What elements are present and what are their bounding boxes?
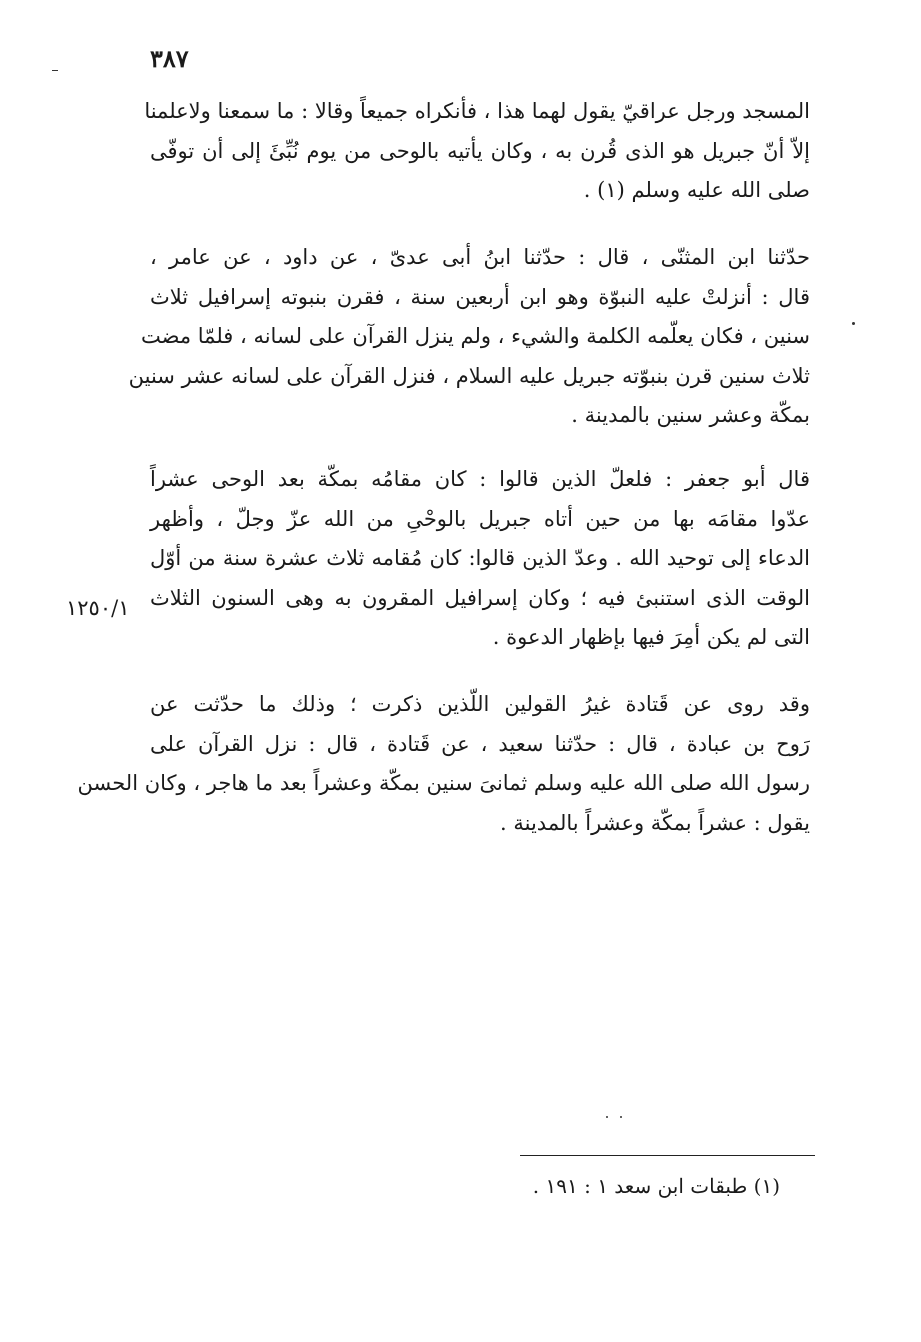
text-line: الوقت الذى استنبئ فيه ؛ وكان إسرافيل المقرون به وهى السنون الثلاث xyxy=(150,585,810,610)
text-line: إلاّ أنّ جبريل هو الذى قُرن به ، وكان يأتيه بالوحى من يوم نُبِّئَ إلى أن توفّى xyxy=(150,138,810,163)
text-line: قال أبو جعفر : فلعلّ الذين قالوا : كان مقامُه بمكّة بعد الوحى عشراً xyxy=(150,467,810,491)
paragraph-3 xyxy=(150,460,810,658)
text-line: الدعاء إلى توحيد الله . وعدّ الذين قالوا: كان مُقامه ثلاث عشرة سنة من أوّل xyxy=(150,546,810,570)
text-line: قال : أنزلتْ عليه النبوّة وهو ابن أربعين سنة ، فقرن بنبوته إسرافيل ثلاث xyxy=(150,284,810,309)
footnote: (١) طبقات ابن سعد ١ : ١٩١ . xyxy=(532,1174,780,1198)
text-line: وقد روى عن قَتادة غيرُ القولين اللّذين ذكرت ؛ وذلك ما حدّثت عن xyxy=(150,692,810,716)
text-line: بمكّة وعشر سنين بالمدينة . xyxy=(571,403,810,427)
scan-speck xyxy=(52,70,58,71)
text-line: رَوح بن عبادة ، قال : حدّثنا سعيد ، عن قَتادة ، قال : نزل القرآن على xyxy=(150,731,810,756)
paragraph-4 xyxy=(77,685,810,843)
paragraph-1 xyxy=(144,92,810,211)
text-line: حدّثنا ابن المثنّى ، قال : حدّثنا ابنُ أبى عدىّ ، عن داود ، عن عامر ، xyxy=(150,245,810,269)
text-line: عدّوا مقامَه بها من حين أتاه جبريل بالوحْىِ من الله عزّ وجلّ ، وأظهر xyxy=(150,506,810,531)
text-line: التى لم يكن أمِرَ فيها بإظهار الدعوة . xyxy=(492,625,810,649)
scan-speck xyxy=(852,322,855,325)
footnote-divider xyxy=(520,1155,815,1156)
scan-speck xyxy=(620,1116,622,1118)
text-line: المسجد ورجل عراقيّ يقول لهما هذا ، فأنكراه جميعاً وقالا : ما سمعنا ولاعلمنا xyxy=(144,99,810,123)
text-line: رسول الله صلى الله عليه وسلم ثمانىَ سنين بمكّة وعشراً بعد ما هاجر ، وكان الحسن xyxy=(77,771,810,795)
paragraph-2 xyxy=(128,238,810,436)
text-line: صلى الله عليه وسلم (١) . xyxy=(583,178,810,202)
scan-speck xyxy=(606,1116,608,1118)
text-line: ثلاث سنين قرن بنبوّته جبريل عليه السلام ، فنزل القرآن على لسانه عشر سنين xyxy=(128,363,810,388)
page-number: ٣٨٧ xyxy=(150,44,189,73)
margin-reference: ١٢٥٠/١ xyxy=(66,596,130,620)
text-line: يقول : عشراً بمكّة وعشراً بالمدينة . xyxy=(500,810,810,835)
text-line: سنين ، فكان يعلّمه الكلمة والشيء ، ولم ينزل القرآن على لسانه ، فلمّا مضت xyxy=(141,324,810,348)
